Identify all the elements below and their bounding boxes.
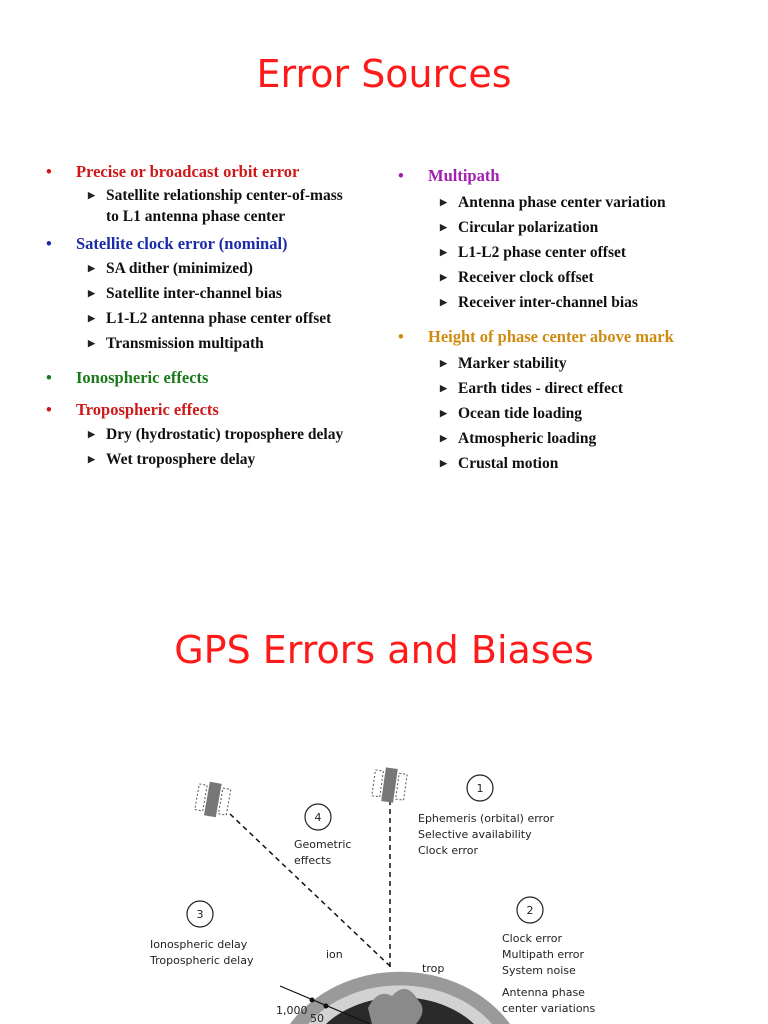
arrow-bullet-icon: ▶ <box>440 247 447 257</box>
callout-3-number: 3 <box>196 908 204 921</box>
arrow-bullet-icon: ▶ <box>88 454 95 464</box>
callout-2-line: Multipath error <box>502 948 585 961</box>
list-item: ▶ Dry (hydrostatic) troposphere delay <box>46 422 396 447</box>
group-orbit-error <box>46 162 396 228</box>
list-item: ▶ Crustal motion <box>398 451 738 476</box>
arrow-bullet-icon: ▶ <box>88 313 95 323</box>
list-item: ▶ L1-L2 antenna phase center offset <box>46 306 396 331</box>
list-item: ▶ Receiver clock offset <box>398 265 738 290</box>
callout-4-number: 4 <box>314 811 322 824</box>
group-label: Height of phase center above mark <box>428 327 674 346</box>
slide-title-gps-errors: GPS Errors and Biases <box>174 628 594 672</box>
arrow-bullet-icon: ▶ <box>440 433 447 443</box>
callout-1-line: Selective availability <box>418 828 532 841</box>
group-tropospheric-effects <box>46 400 396 472</box>
list-item: ▶ Atmospheric loading <box>398 426 738 451</box>
gps-errors-diagram <box>130 758 650 1024</box>
scale-tick <box>310 998 315 1003</box>
list-item: ▶ Satellite relationship center-of-mass <box>46 184 396 207</box>
trop-label: trop <box>422 962 445 975</box>
group-satellite-clock-error <box>46 234 396 356</box>
error-sources-left-column <box>46 162 396 472</box>
list-item: ▶ Transmission multipath <box>46 331 396 356</box>
arrow-bullet-icon: ▶ <box>88 338 95 348</box>
list-item: ▶ Receiver inter-channel bias <box>398 290 738 315</box>
group-multipath <box>398 166 738 315</box>
bullet-icon: • <box>398 327 404 346</box>
list-item: ▶ Circular polarization <box>398 215 738 240</box>
callout-2-line: center variations <box>502 1002 596 1015</box>
error-sources-right-column <box>398 166 738 476</box>
callout-2-line: System noise <box>502 964 576 977</box>
group-label: Multipath <box>428 166 500 185</box>
callout-4-line: Geometric <box>294 838 352 851</box>
bullet-icon: • <box>46 368 52 387</box>
arrow-bullet-icon: ▶ <box>440 408 447 418</box>
list-item: ▶ SA dither (minimized) <box>46 256 396 281</box>
group-label: Satellite clock error (nominal) <box>76 234 288 253</box>
arrow-bullet-icon: ▶ <box>440 358 447 368</box>
callout-1-line: Clock error <box>418 844 479 857</box>
list-item: ▶ Ocean tide loading <box>398 401 738 426</box>
callout-2-number: 2 <box>526 904 534 917</box>
group-label: Tropospheric effects <box>76 400 219 419</box>
scale-label-a: 1,000 <box>276 1004 308 1017</box>
arrow-bullet-icon: ▶ <box>440 197 447 207</box>
callout-4-line: effects <box>294 854 332 867</box>
bullet-icon: • <box>46 162 52 181</box>
callout-1-line: Ephemeris (orbital) error <box>418 812 555 825</box>
callout-3-line: Ionospheric delay <box>150 938 248 951</box>
bullet-icon: • <box>398 166 404 185</box>
arrow-bullet-icon: ▶ <box>88 190 95 200</box>
list-item: ▶ Antenna phase center variation <box>398 190 738 215</box>
list-item: ▶ Earth tides - direct effect <box>398 376 738 401</box>
arrow-bullet-icon: ▶ <box>440 272 447 282</box>
callout-1-number: 1 <box>476 782 484 795</box>
slide-title-error-sources: Error Sources <box>256 52 512 96</box>
arrow-bullet-icon: ▶ <box>440 222 447 232</box>
bullet-icon: • <box>46 234 52 253</box>
list-item: ▶ L1-L2 phase center offset <box>398 240 738 265</box>
group-height-phase-center <box>398 327 738 476</box>
arrow-bullet-icon: ▶ <box>440 297 447 307</box>
ion-label: ion <box>326 948 343 961</box>
callout-2-line: Clock error <box>502 932 563 945</box>
group-label: Precise or broadcast orbit error <box>76 162 300 181</box>
list-item: ▶ Wet troposphere delay <box>46 447 396 472</box>
arrow-bullet-icon: ▶ <box>88 263 95 273</box>
callout-2-line: Antenna phase <box>502 986 585 999</box>
list-item: to L1 antenna phase center <box>106 208 286 225</box>
satellite-icon <box>194 780 231 819</box>
arrow-bullet-icon: ▶ <box>440 383 447 393</box>
scale-tick <box>324 1004 329 1009</box>
satellite-icon <box>371 766 407 804</box>
arrow-bullet-icon: ▶ <box>440 458 447 468</box>
bullet-icon: • <box>46 400 52 419</box>
arrow-bullet-icon: ▶ <box>88 429 95 439</box>
group-ionospheric-effects <box>46 368 396 388</box>
arrow-bullet-icon: ▶ <box>88 288 95 298</box>
group-label: Ionospheric effects <box>76 368 209 387</box>
scale-label-b: 50 <box>310 1012 324 1024</box>
list-item: ▶ Satellite inter-channel bias <box>46 281 396 306</box>
callout-3-line: Tropospheric delay <box>150 954 254 967</box>
list-item: ▶ Marker stability <box>398 351 738 376</box>
